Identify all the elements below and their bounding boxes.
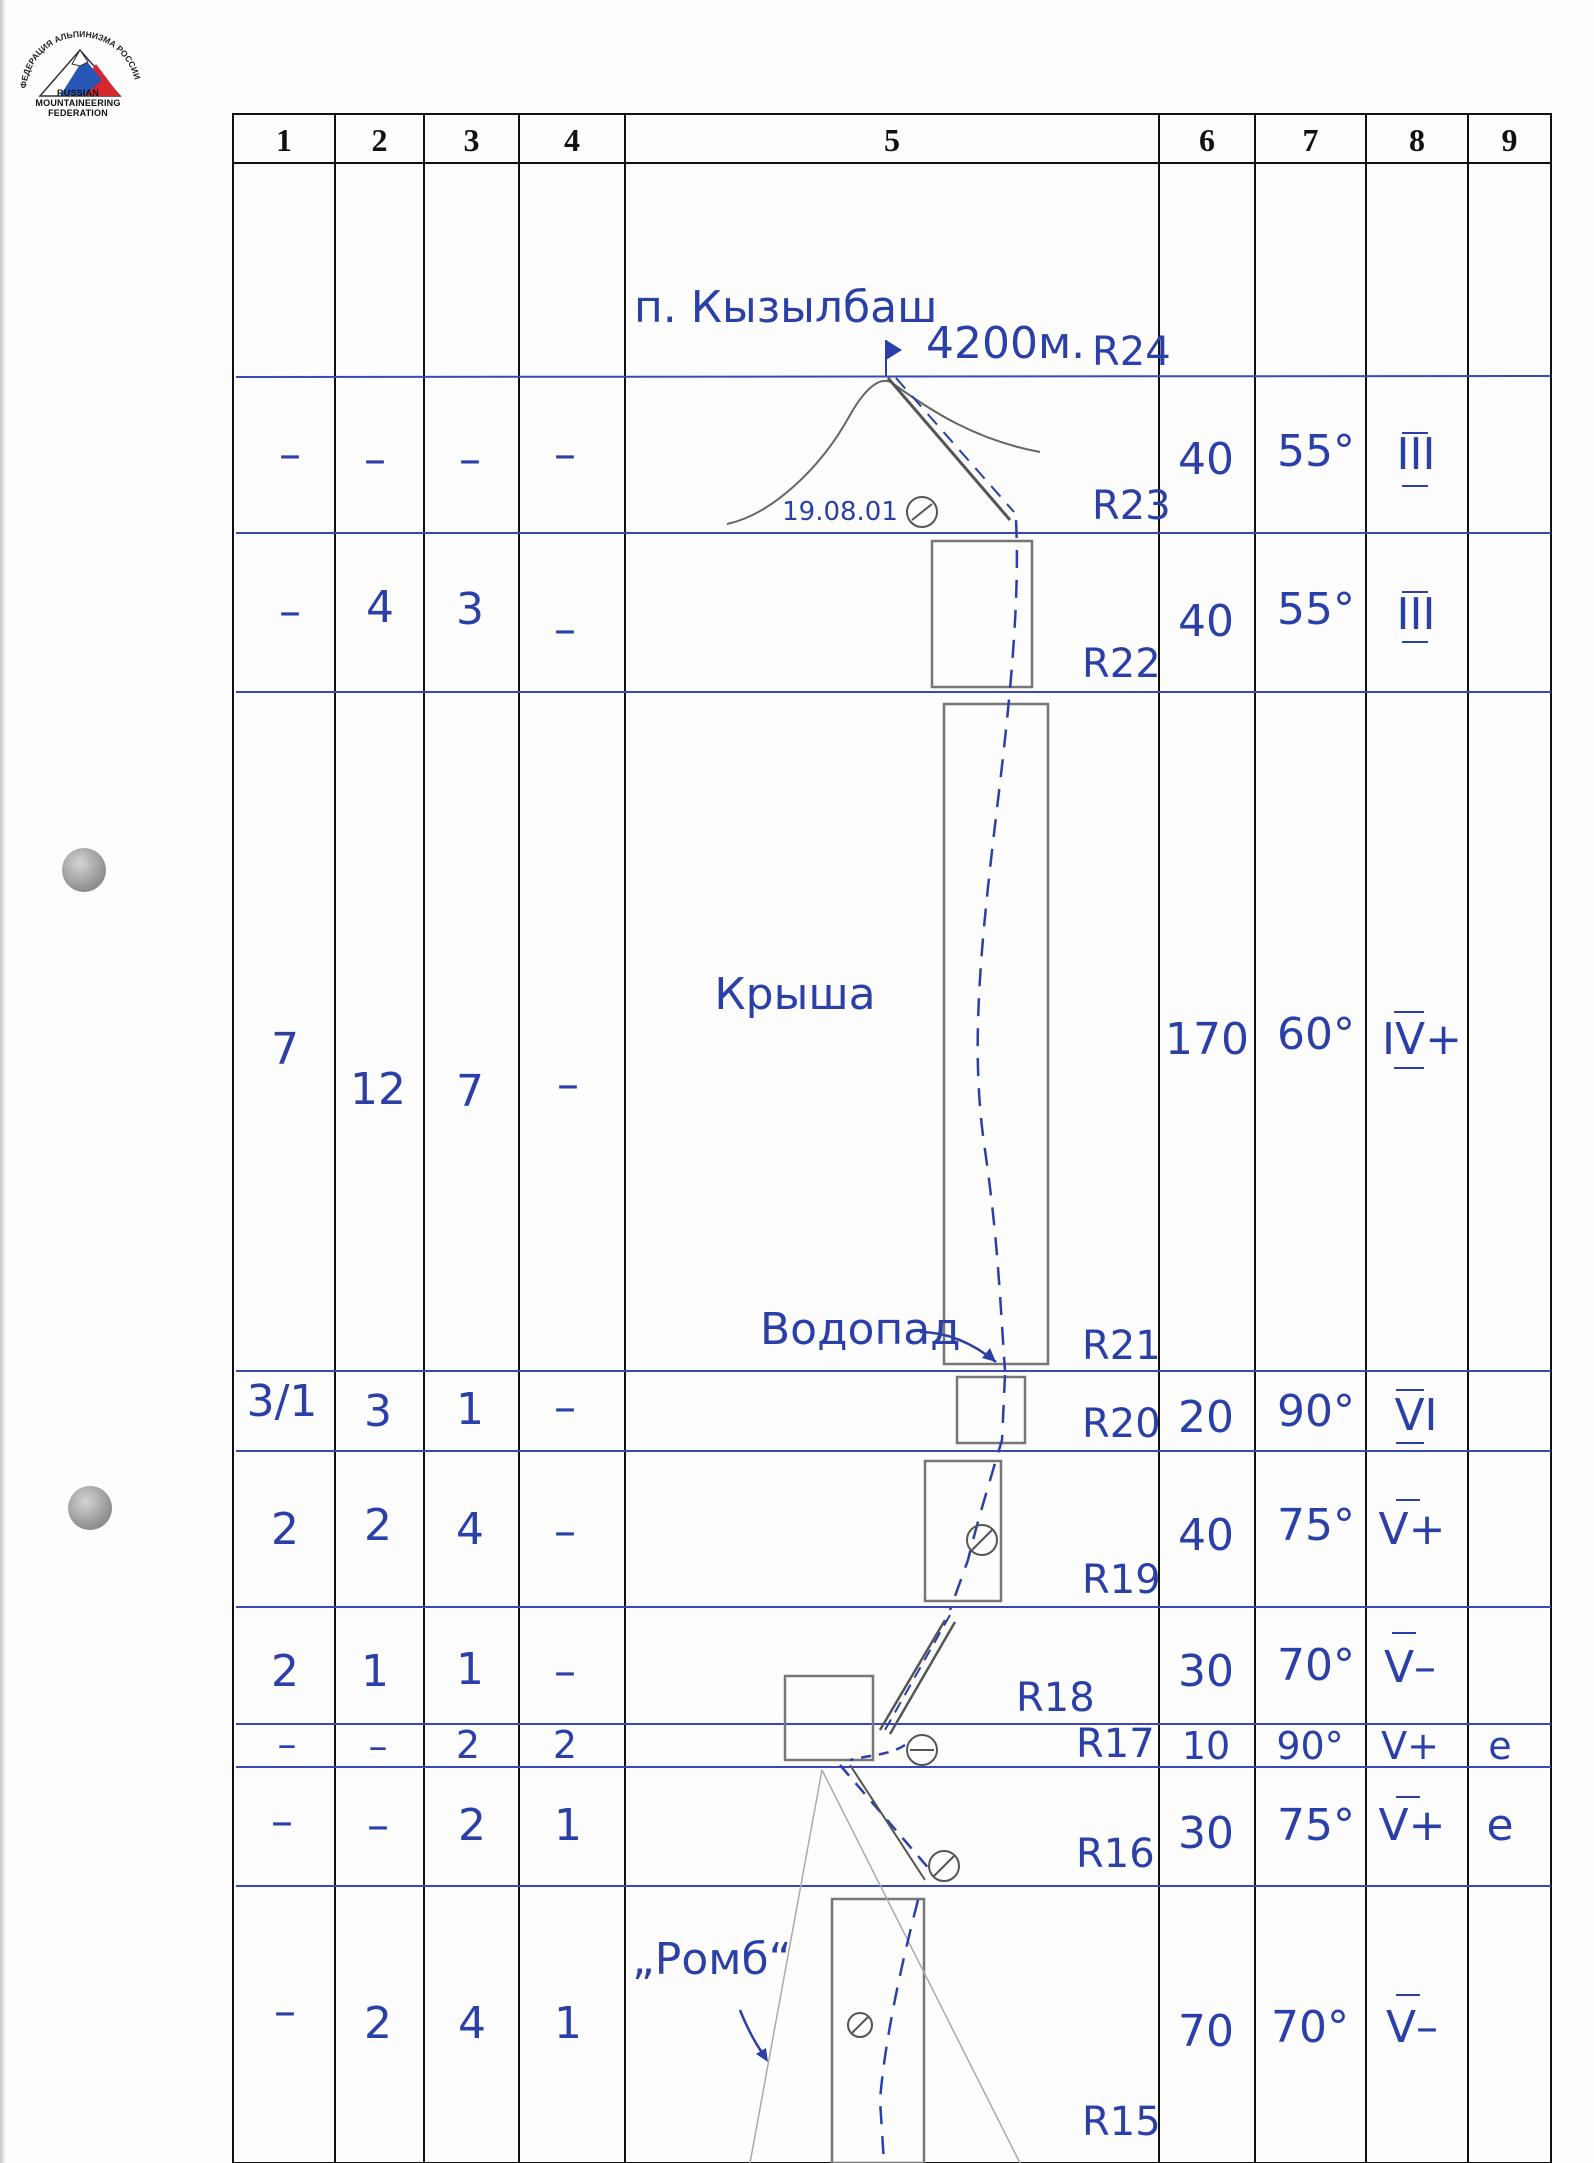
row-r16-route-point: R16 xyxy=(1076,1831,1155,1877)
row-r17-route-point: R17 xyxy=(1076,1721,1155,1767)
row-r15-slope: 70° xyxy=(1271,2002,1349,2053)
logo-line-1: RUSSIAN xyxy=(57,88,99,98)
row-r17-col2: – xyxy=(368,1724,388,1768)
row-r22-route-point: R22 xyxy=(1082,641,1161,687)
row-r20-route-point: R20 xyxy=(1082,1401,1161,1447)
row-r20-slope: 90° xyxy=(1277,1386,1355,1437)
row-r19-col3: 4 xyxy=(456,1504,484,1555)
row-r17-grade: V+ xyxy=(1381,1724,1439,1768)
col-header-8: 8 xyxy=(1409,121,1425,158)
row-r18-col2: 1 xyxy=(361,1646,389,1697)
row-r21-col1: 7 xyxy=(271,1024,299,1075)
row-r22-col4: – xyxy=(554,604,576,655)
col-header-4: 4 xyxy=(564,121,580,158)
row-r21-slope: 60° xyxy=(1277,1009,1355,1060)
row-r17-col4: 2 xyxy=(552,1723,578,1767)
col-header-1: 1 xyxy=(276,121,292,158)
row-r15-col3: 4 xyxy=(458,1998,486,2049)
row-r21-col2: 12 xyxy=(350,1064,406,1115)
row-r17-slope: 90° xyxy=(1276,1724,1344,1768)
logo-arc-text: ФЕДЕРАЦИЯ АЛЬПИНИЗМА РОССИИ xyxy=(18,28,143,89)
row-r15-route-point: R15 xyxy=(1082,2099,1161,2145)
row-r18-col1: 2 xyxy=(271,1646,299,1697)
row-r22-col2: 4 xyxy=(366,582,394,633)
row-r16-col1: – xyxy=(271,1796,293,1847)
row-r18-col4: – xyxy=(554,1646,576,1697)
col-header-3: 3 xyxy=(463,121,480,158)
row-r17-length: 10 xyxy=(1181,1724,1231,1768)
row-r20-grade: VI xyxy=(1394,1390,1438,1441)
row-r23-length: 40 xyxy=(1178,434,1234,485)
row-r19-col1: 2 xyxy=(271,1504,299,1555)
peak-altitude: 4200м. xyxy=(926,318,1086,369)
row-r23-col4: – xyxy=(554,429,576,480)
row-r22-length: 40 xyxy=(1178,596,1234,647)
col-header-9: 9 xyxy=(1501,121,1518,158)
row-r19-route-point: R19 xyxy=(1082,1557,1161,1603)
row-r15-col4: 1 xyxy=(554,1998,582,2049)
row-r20-col3: 1 xyxy=(456,1384,484,1435)
row-r18-route-point: R18 xyxy=(1016,1675,1095,1721)
row-r21-col3: 7 xyxy=(456,1066,484,1117)
row-r18-grade: V– xyxy=(1383,1642,1437,1693)
row-r18-col3: 1 xyxy=(456,1644,484,1695)
row-r19-col4: – xyxy=(554,1506,576,1557)
row-r22-grade: III xyxy=(1396,589,1436,640)
row-r20-col1: 3/1 xyxy=(246,1376,318,1427)
col-header-7: 7 xyxy=(1302,121,1319,158)
row-r16-col4: 1 xyxy=(554,1800,582,1851)
row-r20-length: 20 xyxy=(1178,1392,1234,1443)
row-r20-col2: 3 xyxy=(364,1386,392,1437)
row-r19-grade: V+ xyxy=(1378,1504,1446,1555)
row-r15-grade: V– xyxy=(1385,2002,1439,2053)
row-r20-col4: – xyxy=(554,1382,576,1433)
logo-line-3: FEDERATION xyxy=(48,108,108,118)
row-r23-slope: 55° xyxy=(1277,426,1355,477)
logo-line-2: MOUNTAINEERING xyxy=(35,98,121,108)
row-r23-route-point: R23 xyxy=(1092,483,1171,529)
roof-label: Крыша xyxy=(714,969,876,1020)
row-r17-col3: 2 xyxy=(455,1723,481,1767)
row-r18-slope: 70° xyxy=(1277,1640,1355,1691)
row-r22-col1: – xyxy=(279,586,301,637)
row-r16-grade: V+ xyxy=(1378,1800,1446,1851)
peak-name: п. Кызылбаш xyxy=(634,282,938,333)
row-r17-note: e xyxy=(1488,1724,1512,1768)
row-r22-col3: 3 xyxy=(456,584,484,635)
date-note: 19.08.01 xyxy=(782,497,898,527)
row-r23-col3: – xyxy=(459,434,481,485)
col-header-6: 6 xyxy=(1199,121,1215,158)
row-r21-col4: – xyxy=(557,1059,579,1110)
row-r19-slope: 75° xyxy=(1277,1500,1355,1551)
row-r15-col1: – xyxy=(274,1986,296,2037)
r24-label: R24 xyxy=(1092,329,1171,375)
col-header-5: 5 xyxy=(884,121,900,158)
row-r22-slope: 55° xyxy=(1277,584,1355,635)
waterfall-label: Водопад xyxy=(760,1304,961,1355)
row-r16-length: 30 xyxy=(1178,1808,1234,1859)
row-r17-col1: – xyxy=(277,1722,297,1766)
row-r23-col2: – xyxy=(364,434,386,485)
row-r16-col2: – xyxy=(367,1800,389,1851)
row-r16-note: e xyxy=(1486,1800,1514,1851)
rhomb-label: „Ромб“ xyxy=(632,1934,792,1985)
row-r19-col2: 2 xyxy=(364,1500,392,1551)
row-r23-col1: – xyxy=(279,429,301,480)
row-r19-length: 40 xyxy=(1178,1510,1234,1561)
row-r21-length: 170 xyxy=(1165,1014,1249,1065)
col-header-2: 2 xyxy=(371,121,388,158)
row-r16-slope: 75° xyxy=(1277,1800,1355,1851)
row-r18-length: 30 xyxy=(1178,1646,1234,1697)
row-r21-grade: IV+ xyxy=(1382,1014,1462,1065)
row-r21-route-point: R21 xyxy=(1082,1323,1161,1369)
row-r23-grade: III xyxy=(1396,429,1436,480)
row-r15-length: 70 xyxy=(1178,2006,1234,2057)
row-r16-col3: 2 xyxy=(458,1800,486,1851)
row-r15-col2: 2 xyxy=(364,1998,392,2049)
